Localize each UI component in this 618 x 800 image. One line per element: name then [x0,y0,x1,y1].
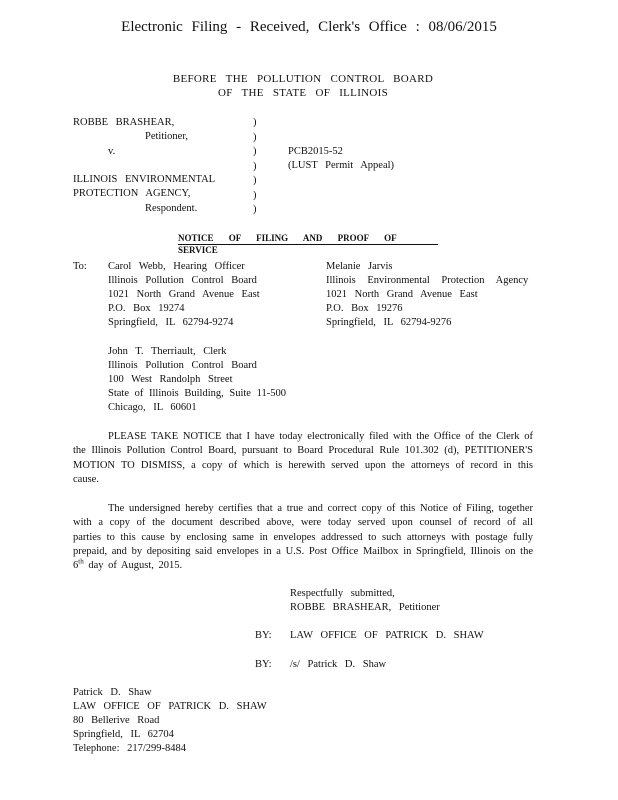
address-line: 1021 North Grand Avenue East [326,289,478,300]
notice-paragraph-text: PLEASE TAKE NOTICE that I have today electronically filed with the Office of the Clerk of the Illinois Pollution Control Board, pursuant to Board Procedural Rule 101.302 (d), PETITIONER'S MOTION TO DISMISS, a copy of which is herewith served upon the attorneys of record in this cause. [73,431,533,485]
law-firm-signature: LAW OFFICE OF PATRICK D. SHAW [290,630,484,641]
address-line: Springfield, IL 62794-9276 [326,317,452,328]
notice-title: NOTICE OF FILING AND PROOF OF SERVICE [178,232,438,245]
court-heading [0,72,606,100]
petitioner-name: ROBBE BRASHEAR, [73,117,175,128]
by-label: BY: [255,659,272,670]
address-line: John T. Therriault, Clerk [108,346,227,357]
address-line: 100 West Randolph Street [108,374,233,385]
certify-paragraph-end: day of August, 2015. [83,560,183,572]
to-label: To: [73,261,87,272]
recipient-hearing-officer [108,260,260,330]
filing-stamp: Electronic Filing - Received, Clerk's Office : 08/06/2015 [121,19,497,35]
paren: ) [253,175,257,186]
address-line: Carol Webb, Hearing Officer [108,261,245,272]
court-heading-line2: OF THE STATE OF ILLINOIS [217,87,389,99]
address-line: P.O. Box 19276 [326,303,403,314]
paren: ) [253,160,257,172]
versus: v. [108,146,116,157]
attorney-line: Telephone: 217/299-8484 [73,743,187,754]
address-line: Illinois Pollution Control Board [108,360,257,371]
address-line: State of Illinois Building, Suite 11-500 [108,388,286,399]
attorney-line: LAW OFFICE OF PATRICK D. SHAW [73,701,267,712]
attorney-line: Springfield, IL 62704 [73,729,174,740]
certify-paragraph-text: The undersigned hereby certifies that a true and correct copy of this Notice of Filing, together with a copy of the document described above, were today served upon counsel of record of all parties to this cause by enclosing same in envelopes addressed to such attorneys with postage fully prepaid, and by depositing said envelopes in a U.S. Post Office Mailbox in Springfield, Illinois on the 6 [73,503,533,572]
recipient-agency [326,260,528,330]
paren: ) [253,189,257,201]
signing-party: ROBBE BRASHEAR, Petitioner [290,602,440,613]
by-label: BY: [255,630,272,641]
electronic-signature: /s/ Patrick D. Shaw [290,659,387,670]
attorney-line: Patrick D. Shaw [73,687,152,698]
respondent-line1: ILLINOIS ENVIRONMENTAL [73,174,216,185]
caption-parens [253,116,257,218]
recipient-clerk [108,345,286,415]
address-line: Illinois Pollution Control Board [108,275,257,286]
paren: ) [253,117,257,128]
address-line: Melanie Jarvis [326,261,393,272]
address-line: Springfield, IL 62794-9274 [108,317,234,328]
court-heading-line1: BEFORE THE POLLUTION CONTROL BOARD [172,73,434,85]
address-line: Chicago, IL 60601 [108,402,197,413]
paren: ) [253,146,257,157]
notice-paragraph [73,430,533,487]
address-line: 1021 North Grand Avenue East [108,289,260,300]
respondent-line2: PROTECTION AGENCY, [73,188,191,199]
attorney-line: 80 Bellerive Road [73,715,160,726]
case-type: (LUST Permit Appeal) [288,160,395,171]
certify-paragraph [73,502,533,573]
respondent-role: Respondent. [145,203,198,214]
respectfully-submitted: Respectfully submitted, [290,588,395,599]
case-number: PCB2015-52 [288,146,343,157]
address-line: P.O. Box 19274 [108,303,185,314]
petitioner-role: Petitioner, [145,131,189,142]
paren: ) [253,131,257,143]
attorney-contact-block [73,686,267,756]
ordinal-suffix: th [78,557,84,566]
address-line: Illinois Environmental Protection Agency [326,275,529,286]
paren: ) [253,204,257,215]
